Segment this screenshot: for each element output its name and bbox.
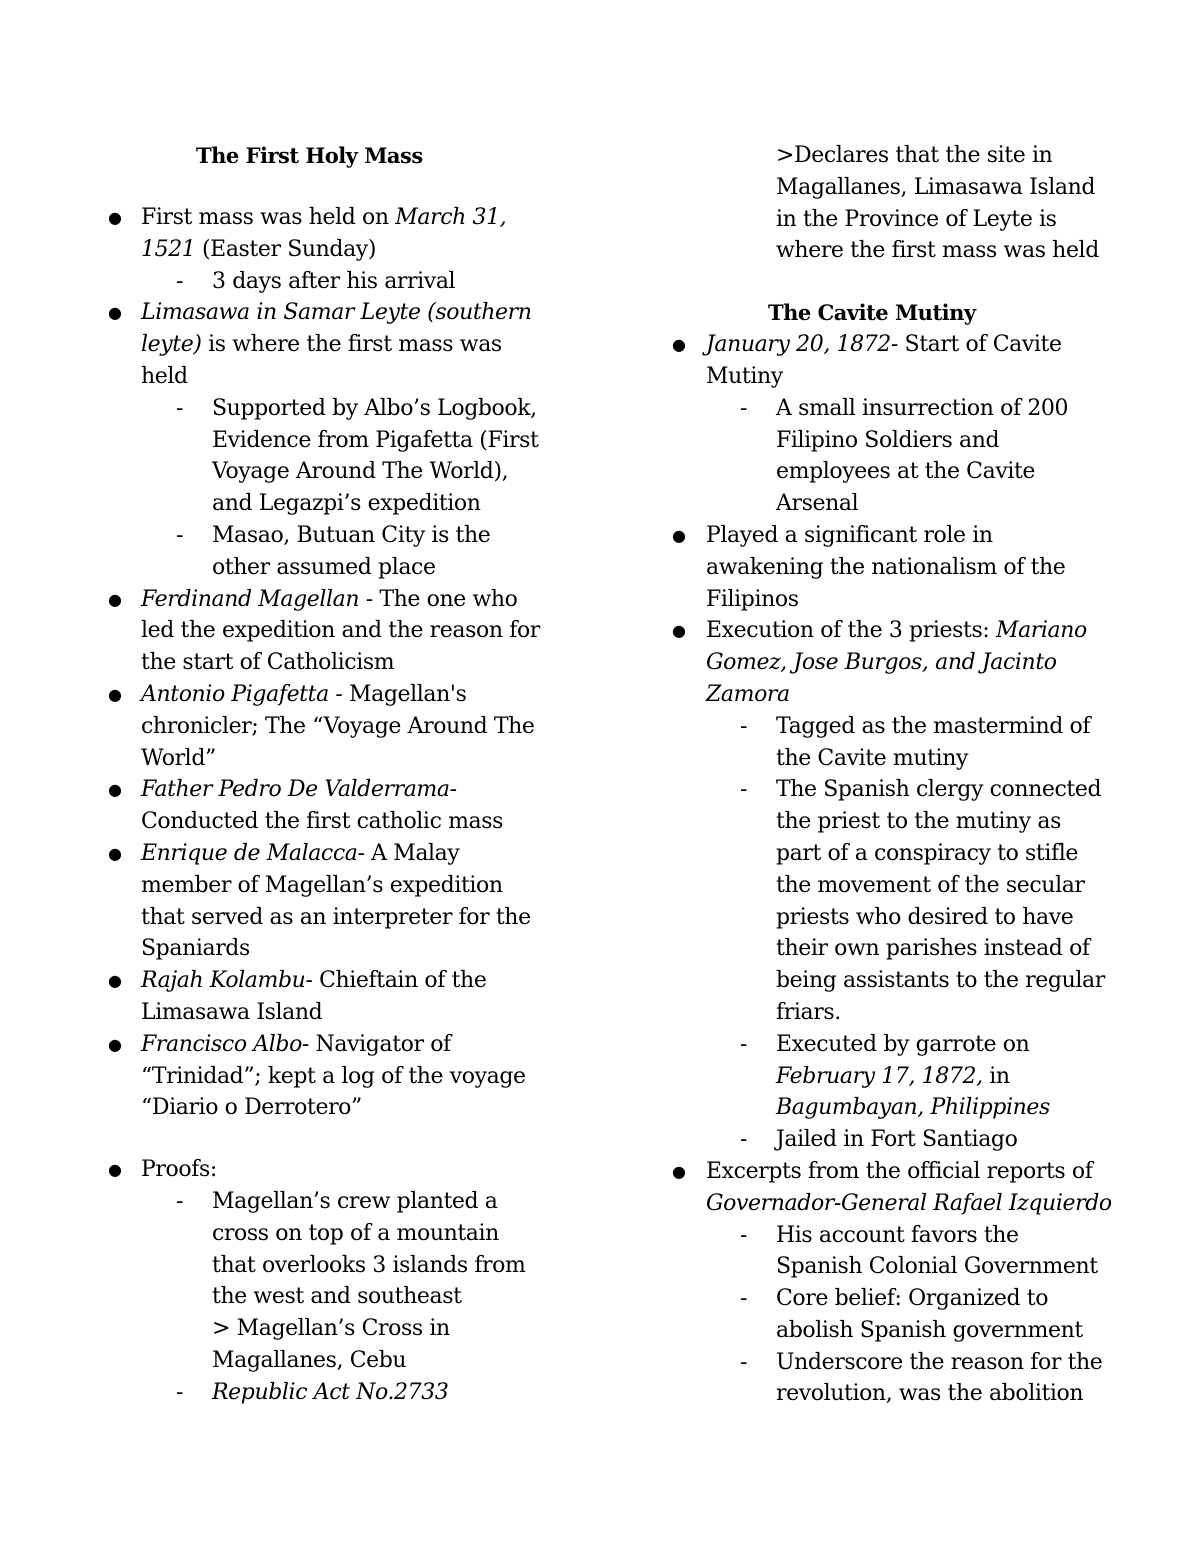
dash-marker: -: [176, 395, 184, 421]
bullet-icon: ●: [672, 1161, 686, 1181]
text-segment: the movement of the secular: [776, 872, 1085, 898]
text-line: [620, 172, 1200, 204]
bullet-icon: ●: [672, 525, 686, 545]
text-segment: friars.: [776, 999, 841, 1025]
text-segment: priests who desired to have: [776, 904, 1074, 930]
text-segment: Chieftain of the: [312, 968, 487, 994]
text-line: [0, 361, 600, 393]
dash-marker: -: [176, 1379, 184, 1405]
text-line: [0, 520, 600, 552]
text-segment: Filipinos: [706, 586, 799, 612]
text-segment: the west and southeast: [212, 1284, 462, 1310]
text-segment: Magellan’s crew planted a: [212, 1188, 498, 1214]
text-segment: Mutiny: [706, 363, 783, 389]
italic-text: Enrique de Malacca-: [141, 840, 365, 866]
text-line: [0, 1345, 600, 1377]
text-segment: in: [982, 1063, 1010, 1089]
dash-marker: -: [740, 1031, 748, 1057]
text-segment: Navigator of: [308, 1031, 451, 1057]
text-line: [620, 1029, 1200, 1061]
text-line: [0, 902, 600, 934]
text-segment: part of a conspiracy to stifle: [776, 840, 1079, 866]
italic-text: Ferdinand Magellan: [141, 586, 360, 612]
dash-marker: -: [176, 1188, 184, 1214]
text-line: [0, 1281, 600, 1313]
dash-marker: -: [740, 1127, 748, 1153]
italic-text: Republic Act No.2733: [212, 1379, 449, 1405]
text-line: [0, 266, 600, 298]
text-line: [0, 584, 600, 616]
text-line: [0, 1250, 600, 1282]
text-segment: their own parishes instead of: [776, 936, 1090, 962]
text-line: [620, 1315, 1200, 1347]
text-segment: awakening the nationalism of the: [706, 554, 1066, 580]
dash-marker: -: [176, 268, 184, 294]
text-segment: (Easter Sunday): [195, 236, 377, 262]
text-segment: other assumed place: [212, 554, 436, 580]
bullet-icon: ●: [108, 971, 122, 991]
text-line: [0, 838, 600, 870]
text-line: [0, 774, 600, 806]
text-segment: >Declares that the site in: [776, 143, 1053, 168]
dash-marker: -: [740, 395, 748, 421]
text-segment: > Magellan’s Cross in: [212, 1316, 450, 1342]
bullet-icon: ●: [108, 589, 122, 609]
text-line: [620, 204, 1200, 236]
text-segment: Magallanes, Cebu: [212, 1347, 407, 1373]
text-segment: Execution of the 3 priests:: [706, 618, 996, 644]
text-segment: A Malay: [364, 840, 460, 866]
text-line: [620, 679, 1200, 711]
text-line: [0, 647, 600, 679]
text-line: [620, 235, 1200, 267]
text-line: [620, 1251, 1200, 1283]
text-line: [620, 870, 1200, 902]
text-line: [0, 679, 600, 711]
text-segment: member of Magellan’s expedition: [141, 872, 503, 898]
dash-marker: -: [740, 713, 748, 739]
text-segment: is where the first mass was: [201, 332, 502, 358]
text-line: [0, 234, 600, 266]
dash-marker: -: [740, 777, 748, 803]
italic-text: Zamora: [706, 681, 790, 707]
text-segment: Excerpts from the official reports of: [706, 1158, 1093, 1184]
text-line: [0, 1061, 600, 1093]
italic-text: Rajah Kolambu-: [141, 968, 313, 994]
text-line: [0, 552, 600, 584]
text-line: [620, 838, 1200, 870]
text-segment: Voyage Around The World),: [212, 459, 509, 485]
text-segment: - Magellan's: [328, 681, 467, 707]
text-line: [620, 140, 1200, 172]
text-segment: A small insurrection of 200: [776, 395, 1069, 421]
bullet-icon: ●: [108, 684, 122, 704]
text-line: [620, 1124, 1200, 1156]
text-line: [620, 1156, 1200, 1188]
bullet-icon: ●: [672, 621, 686, 641]
text-line: [620, 1188, 1200, 1220]
text-line: [0, 997, 600, 1029]
text-line: [0, 1377, 600, 1409]
text-line: [0, 425, 600, 457]
text-segment: World”: [141, 745, 216, 771]
text-line: [620, 615, 1200, 647]
text-line: [620, 647, 1200, 679]
text-line: [0, 806, 600, 838]
text-line: [620, 1061, 1200, 1093]
text-line: [620, 584, 1200, 616]
dash-marker: -: [176, 522, 184, 548]
text-segment: - The one who: [359, 586, 518, 612]
spacer: [0, 1124, 600, 1154]
text-segment: Filipino Soldiers and: [776, 427, 1000, 453]
text-segment: where the first mass was held: [776, 238, 1099, 264]
italic-text: Father Pedro De Valderrama-: [141, 777, 457, 803]
text-line: [620, 711, 1200, 743]
text-line: [0, 1092, 600, 1124]
text-line: [620, 552, 1200, 584]
text-line: [0, 202, 600, 234]
text-line: [620, 774, 1200, 806]
text-line: [0, 329, 600, 361]
spacer: [0, 172, 600, 202]
text-segment: the start of Catholicism: [141, 650, 395, 676]
text-segment: “Trinidad”; kept a log of the voyage: [141, 1063, 526, 1089]
text-segment: Supported by Albo’s Logbook,: [212, 395, 537, 421]
italic-text: February 17, 1872,: [776, 1063, 983, 1089]
bullet-icon: ●: [672, 335, 686, 355]
italic-text: Mariano: [995, 618, 1087, 644]
text-line: [620, 488, 1200, 520]
text-line: [0, 488, 600, 520]
italic-text: Limasawa in Samar Leyte (southern: [141, 300, 532, 326]
bullet-icon: ●: [108, 843, 122, 863]
section-heading: The Cavite Mutiny: [768, 300, 976, 326]
text-line: [620, 806, 1200, 838]
text-segment: Evidence from Pigafetta (First: [212, 427, 539, 453]
text-segment: Spaniards: [141, 936, 250, 962]
text-line: [620, 1220, 1200, 1252]
text-segment: Spanish Colonial Government: [776, 1254, 1098, 1280]
italic-text: Governador-General Rafael Izquierdo: [706, 1190, 1112, 1216]
text-line: [0, 615, 600, 647]
text-line: [620, 329, 1200, 361]
text-line: [0, 870, 600, 902]
left-column: [0, 140, 600, 1408]
text-line: [620, 1347, 1200, 1379]
dash-marker: -: [740, 1286, 748, 1312]
text-segment: being assistants to the regular: [776, 968, 1105, 994]
text-line: [620, 361, 1200, 393]
italic-text: Gomez, Jose Burgos, and Jacinto: [706, 650, 1057, 676]
right-column: [620, 140, 1200, 1410]
text-line: [620, 1378, 1200, 1410]
text-line: [620, 933, 1200, 965]
text-segment: the priest to the mutiny as: [776, 809, 1062, 835]
text-line: [0, 393, 600, 425]
text-segment: His account favors the: [776, 1222, 1019, 1248]
text-segment: that overlooks 3 islands from: [212, 1252, 526, 1278]
text-segment: Played a significant role in: [706, 522, 993, 548]
text-segment: chronicler; The “Voyage Around The: [141, 713, 535, 739]
text-segment: held: [141, 363, 188, 389]
left-lines: [0, 202, 600, 1408]
italic-text: Bagumbayan, Philippines: [776, 1095, 1050, 1121]
bullet-icon: ●: [108, 1034, 122, 1054]
italic-text: Antonio Pigafetta: [141, 681, 329, 707]
text-segment: 3 days after his arrival: [212, 268, 456, 294]
text-segment: Underscore the reason for the: [776, 1349, 1103, 1375]
text-segment: Conducted the first catholic mass: [141, 809, 504, 835]
text-line: [0, 965, 600, 997]
text-segment: Tagged as the mastermind of: [776, 713, 1091, 739]
text-line: [620, 456, 1200, 488]
text-line: [620, 965, 1200, 997]
section-heading-first-holy-mass: The First Holy Mass: [196, 143, 423, 168]
text-segment: Proofs:: [141, 1157, 217, 1183]
text-line: [0, 1154, 600, 1186]
text-segment: revolution, was the abolition: [776, 1381, 1084, 1407]
text-segment: and Legazpi’s expedition: [212, 491, 481, 517]
text-line: [620, 520, 1200, 552]
text-line: [0, 297, 600, 329]
text-line: [0, 711, 600, 743]
italic-text: leyte): [141, 332, 202, 358]
bullet-icon: ●: [108, 1160, 122, 1180]
text-segment: First mass was held on: [141, 205, 396, 230]
text-segment: Limasawa Island: [141, 999, 323, 1025]
text-line: [620, 997, 1200, 1029]
dash-marker: -: [740, 1222, 748, 1248]
text-segment: in the Province of Leyte is: [776, 206, 1057, 232]
italic-text: 1521: [141, 236, 196, 262]
text-segment: The Spanish clergy connected: [776, 777, 1102, 803]
text-segment: Core belief: Organized to: [776, 1286, 1049, 1312]
text-line: [0, 1029, 600, 1061]
text-line: [0, 456, 600, 488]
text-segment: the Cavite mutiny: [776, 745, 968, 771]
bullet-icon: ●: [108, 780, 122, 800]
bullet-icon: ●: [108, 303, 122, 323]
italic-text: March 31,: [395, 205, 507, 230]
text-line: [0, 1186, 600, 1218]
italic-text: January 20, 1872-: [706, 332, 898, 358]
text-segment: Executed by garrote on: [776, 1031, 1030, 1057]
text-segment: Magallanes, Limasawa Island: [776, 174, 1096, 200]
text-line: [620, 393, 1200, 425]
spacer: [620, 267, 1200, 297]
text-segment: Arsenal: [776, 491, 859, 517]
text-segment: led the expedition and the reason for: [141, 618, 540, 644]
text-segment: cross on top of a mountain: [212, 1220, 499, 1246]
text-line: [0, 1313, 600, 1345]
text-segment: Jailed in Fort Santiago: [776, 1127, 1018, 1153]
bullet-icon: ●: [108, 208, 122, 227]
text-line: [620, 1092, 1200, 1124]
text-line: [620, 902, 1200, 934]
text-line: [0, 743, 600, 775]
text-segment: Masao, Butuan City is the: [212, 522, 491, 548]
text-segment: employees at the Cavite: [776, 459, 1036, 485]
text-line: [620, 425, 1200, 457]
text-segment: that served as an interpreter for the: [141, 904, 531, 930]
text-line: [0, 933, 600, 965]
text-line: [620, 1283, 1200, 1315]
dash-marker: -: [740, 1349, 748, 1375]
text-segment: abolish Spanish government: [776, 1317, 1083, 1343]
text-line: [620, 743, 1200, 775]
right-lines: [620, 140, 1200, 1410]
text-segment: “Diario o Derrotero”: [141, 1095, 362, 1121]
italic-text: Francisco Albo-: [141, 1031, 309, 1057]
text-line: [0, 1218, 600, 1250]
text-segment: Start of Cavite: [897, 332, 1062, 358]
